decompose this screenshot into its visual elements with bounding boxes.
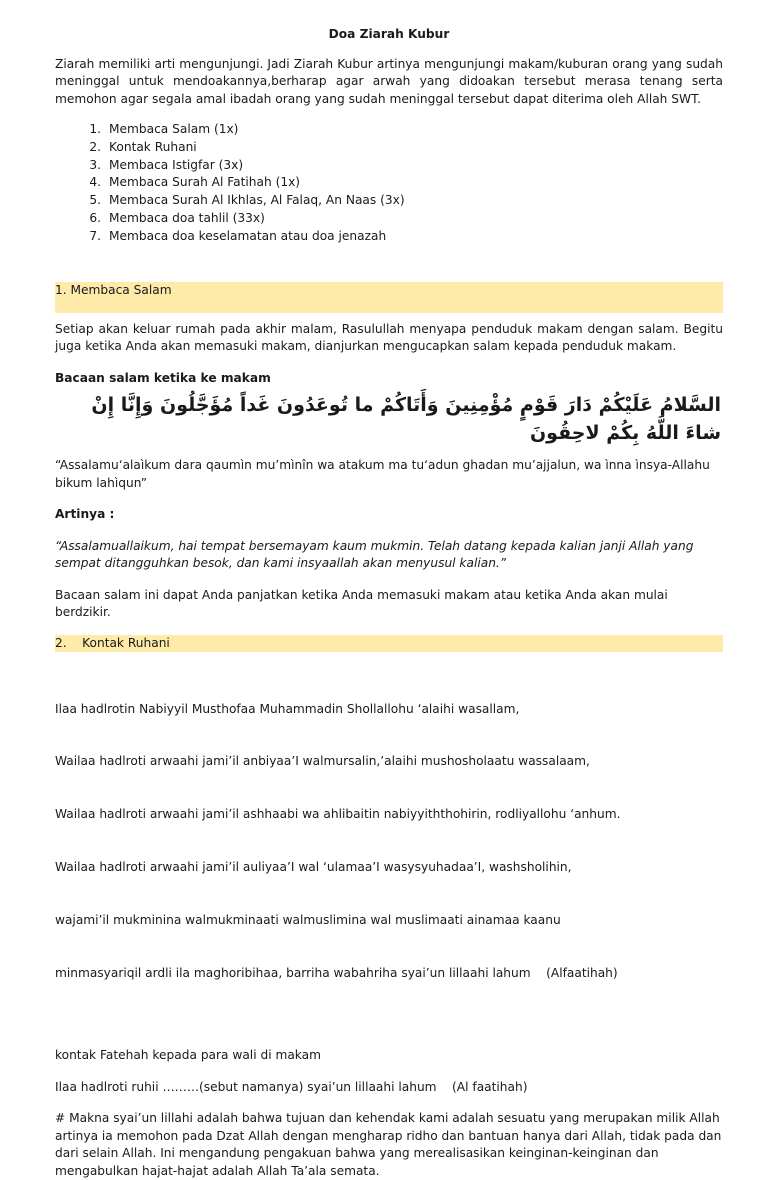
list-number: 6. xyxy=(89,210,101,225)
intro-paragraph: Ziarah memiliki arti mengunjungi. Jadi Ziarah Kubur artinya mengunjungi makam/kuburan orang yang sudah meninggal untuk mendoakannya,berharap agar arwah yang didoakan tersebut merasa tenang serta memohon agar segala amal ibadah orang yang sudah meninggal tersebut dapat diterima oleh Allah SWT. xyxy=(55,56,723,106)
list-number: 4. xyxy=(89,175,101,190)
list-item xyxy=(55,139,723,157)
list-text: Membaca Surah Al Ikhlas, Al Falaq, An Naas (3x) xyxy=(109,193,405,208)
list-item xyxy=(55,210,723,228)
list-number: 2. xyxy=(89,139,101,154)
list-text: Membaca Istigfar (3x) xyxy=(109,157,244,172)
text-line: minmasyariqil ardli ila maghoribihaa, barriha wabahriha syai’un lillaahi lahum (Alfaatihah) xyxy=(55,965,618,980)
list-item xyxy=(55,228,723,246)
kontak-wali-text: kontak Fatehah kepada para wali di makam xyxy=(55,1048,321,1063)
list-item xyxy=(55,157,723,175)
text-line: Wailaa hadlroti arwaahi jami’il auliyaa’I wal ‘ulamaa’I wasysyuhadaa’I, washsholihin, xyxy=(55,859,572,874)
latin-transliteration: “Assalamu‘alaìkum dara qaumìn mu’mìnîn wa atakum ma tu‘adun ghadan mu’ajjalun, wa ìnna ìnsya-Allahu bikum lahìqun” xyxy=(55,458,710,490)
list-text: Membaca doa tahlil (33x) xyxy=(109,210,265,225)
list-item xyxy=(55,121,723,139)
arabic-salam-text: السَّلامُ عَلَيْكُمْ دَارَ قَوْمٍ مُؤْمِنِينَ وَأَتَاكُمْ ما تُوعَدُونَ غَداً مُؤَجَّلُونَ وَإِنَّا إِنْ شاءَ اللَّهُ بِكُمْ لاحِقُونَ xyxy=(91,394,721,445)
section-heading-membaca-salam xyxy=(55,282,723,313)
artinya-label: Artinya : xyxy=(55,507,115,522)
bacaan-label: Bacaan salam ketika ke makam xyxy=(55,370,271,385)
list-text: Membaca Salam (1x) xyxy=(109,122,239,136)
list-text: Membaca doa keselamatan atau doa jenazah xyxy=(109,228,387,243)
document-title: Doa Ziarah Kubur xyxy=(328,27,450,41)
list-item xyxy=(55,174,723,192)
translation-text: “Assalamuallaikum, hai tempat bersemayam kaum mukmin. Telah datang kepada kalian janji Allah yang sempat ditangguhkan besok, dan kami insyaallah akan menyusul kalian.” xyxy=(55,538,694,571)
list-number: 1. xyxy=(89,122,101,136)
section-heading-text: 1. Membaca Salam xyxy=(55,282,172,297)
closing-paragraph: Bacaan salam ini dapat Anda panjatkan ketika Anda memasuki makam atau ketika Anda akan mulai berdzikir. xyxy=(55,587,668,620)
kontak-ruhani-text xyxy=(55,666,723,1018)
text-line: Ilaa hadlrotin Nabiyyil Musthofaa Muhammadin Shollallohu ‘alaihi wasallam, xyxy=(55,701,520,716)
document-page xyxy=(55,26,723,1180)
list-number: 5. xyxy=(89,193,101,208)
ilaa-ruhi-text: Ilaa hadlroti ruhii ………(sebut namanya) syai’un lillaahi lahum (Al faatihah) xyxy=(55,1079,528,1094)
steps-list xyxy=(55,121,723,246)
section-heading-text: 2. Kontak Ruhani xyxy=(55,635,170,650)
section-heading-kontak-ruhani xyxy=(55,635,723,652)
text-line: Wailaa hadlroti arwaahi jami’il anbiyaa’I walmursalin,’alaihi mushosholaatu wassalaam, xyxy=(55,754,590,769)
text-line: Wailaa hadlroti arwaahi jami’il ashhaabi wa ahlibaitin nabiyyiththohirin, rodliyallohu ‘anhum. xyxy=(55,807,621,822)
list-text: Membaca Surah Al Fatihah (1x) xyxy=(109,175,301,190)
list-item xyxy=(55,192,723,210)
list-number: 7. xyxy=(89,228,101,243)
list-text: Kontak Ruhani xyxy=(109,139,197,154)
list-number: 3. xyxy=(89,157,101,172)
salam-paragraph: Setiap akan keluar rumah pada akhir malam, Rasulullah menyapa penduduk makam dengan salam. Begitu juga ketika Anda akan memasuki makam, dianjurkan mengucapkan salam kepada penduduk makam. xyxy=(55,321,723,354)
makna-paragraph: # Makna syai’un lillahi adalah bahwa tujuan dan kehendak kami adalah sesuatu yang merupakan milik Allah artinya ia memohon pada Dzat Allah dengan mengharap ridho dan bantuan hanya dari Allah, tidak pada dan dari selain Allah. Ini mengandung pengakuan bahwa yang merealisasikan keinginan-keinginan dan mengabulkan hajat-hajat adalah Allah Ta’ala semata. xyxy=(55,1111,722,1178)
text-line: wajami’il mukminina walmukminaati walmuslimina wal muslimaati ainamaa kaanu xyxy=(55,912,561,927)
